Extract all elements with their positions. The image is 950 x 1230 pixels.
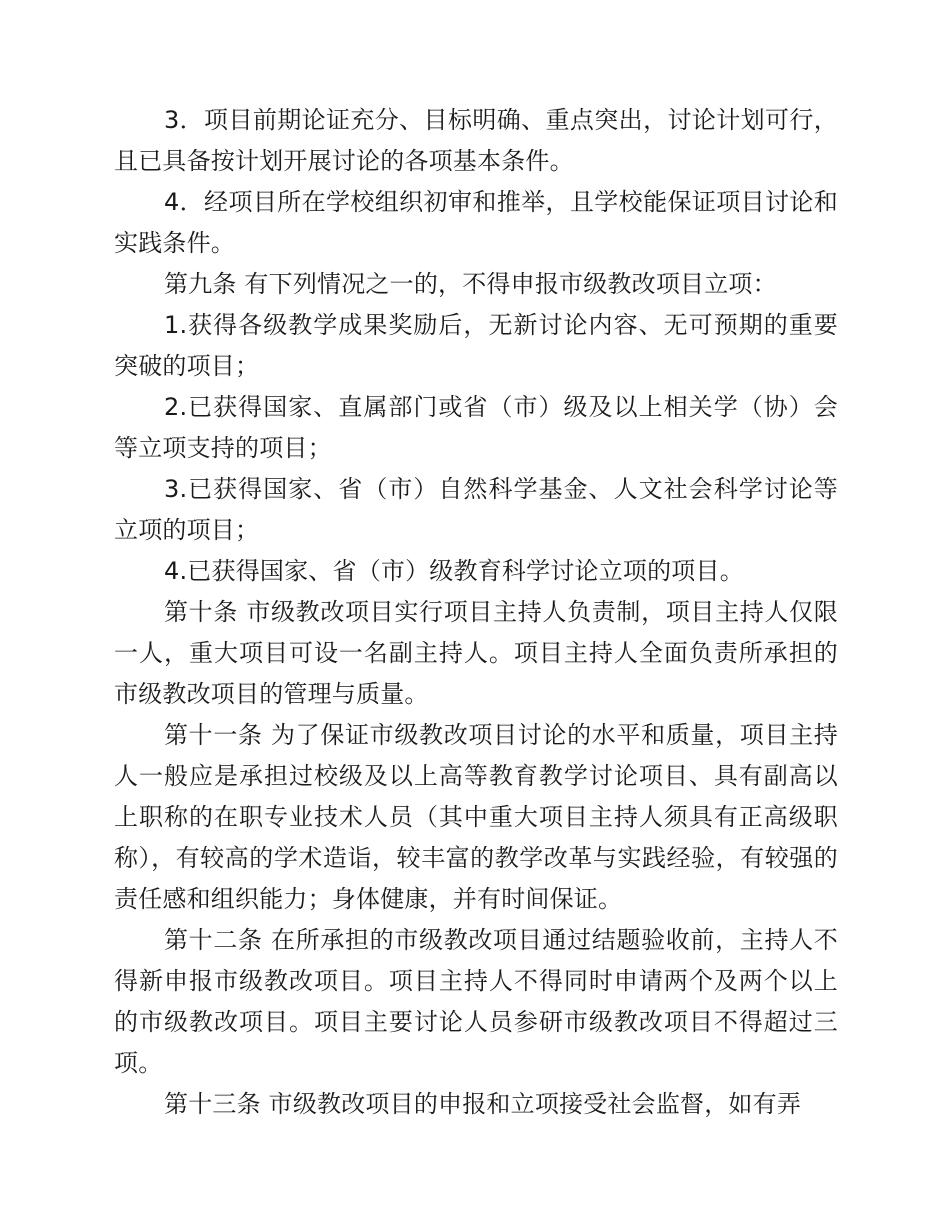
paragraph-item-3: 3．项目前期论证充分、目标明确、重点突出，讨论计划可行，且已具备按计划开展讨论的各项基本条件。 [114,106,838,175]
paragraph-item-4: 4．经项目所在学校组织初审和推举，且学校能保证项目讨论和实践条件。 [114,188,838,257]
article-9-heading: 第九条 有下列情况之一的，不得申报市级教改项目立项： [164,270,777,298]
document-body [114,100,838,1125]
article-11: 第十一条 为了保证市级教改项目讨论的水平和质量，项目主持人一般应是承担过校级及以上高等教育教学讨论项目、具有副高以上职称的在职专业技术人员（其中重大项目主持人须具有正高级职称），有较高的学术造诣，较丰富的教学改革与实践经验，有较强的责任感和组织能力；身体健康，并有时间保证。 [114,721,838,913]
article-9-item-3: 3.已获得国家、省（市）自然科学基金、人文社会科学讨论等立项的项目； [114,475,838,544]
article-12: 第十二条 在所承担的市级教改项目通过结题验收前，主持人不得新申报市级教改项目。项目主持人不得同时申请两个及两个以上的市级教改项目。项目主要讨论人员参研市级教改项目不得超过三项。 [114,926,838,1077]
article-10: 第十条 市级教改项目实行项目主持人负责制，项目主持人仅限一人，重大项目可设一名副主持人。项目主持人全面负责所承担的市级教改项目的管理与质量。 [114,598,838,708]
article-9-item-4: 4.已获得国家、省（市）级教育科学讨论立项的项目。 [164,557,744,585]
article-9-item-1: 1.获得各级教学成果奖励后，无新讨论内容、无可预期的重要突破的项目； [114,311,838,380]
article-13: 第十三条 市级教改项目的申报和立项接受社会监督，如有弄 [164,1090,802,1118]
article-9-item-2: 2.已获得国家、直属部门或省（市）级及以上相关学（协）会等立项支持的项目； [114,393,838,462]
